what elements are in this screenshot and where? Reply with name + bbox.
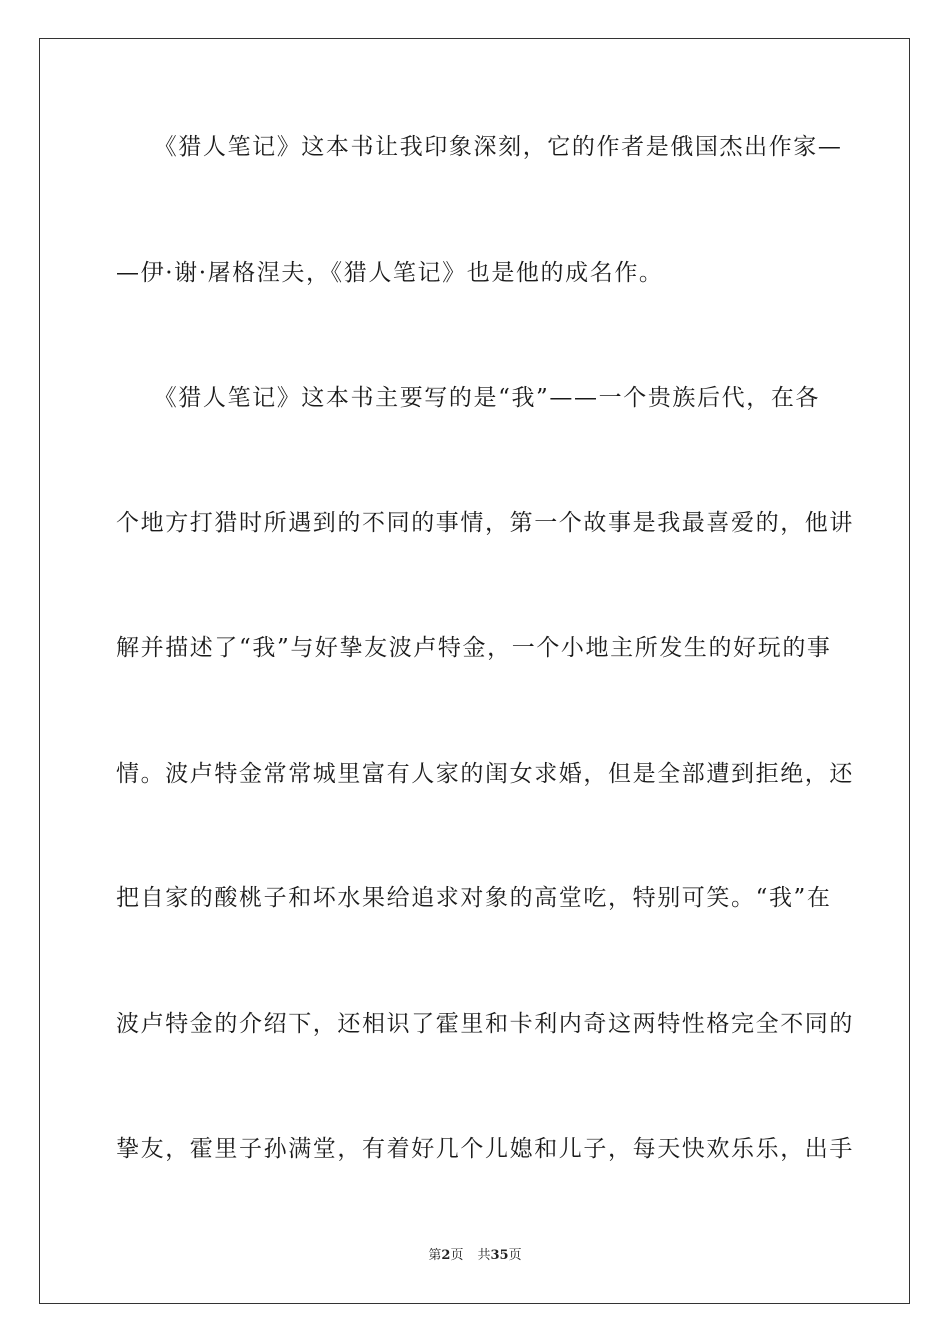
- paragraph-2-line-3: 解并描述了“我”与好挚友波卢特金，一个小地主所发生的好玩的事: [116, 635, 832, 661]
- total-pages: 35: [490, 1248, 509, 1263]
- page-suffix: 页: [450, 1248, 464, 1263]
- page-number: 2: [441, 1248, 451, 1263]
- paragraph-2-line-4: 情。波卢特金常常城里富有人家的闺女求婚，但是全部遭到拒绝，还: [116, 761, 854, 787]
- paragraph-2-line-7: 挚友，霍里子孙满堂，有着好几个儿媳和儿子，每天快欢乐乐，出手: [116, 1136, 854, 1162]
- paragraph-1-line-2: —伊·谢·屠格涅夫，《猎人笔记》也是他的成名作。: [116, 260, 664, 286]
- page-footer: [0, 1247, 950, 1265]
- paragraph-2-line-6: 波卢特金的介绍下，还相识了霍里和卡利内奇这两特性格完全不同的: [116, 1011, 854, 1037]
- paragraph-2-line-5: 把自家的酸桃子和坏水果给追求对象的高堂吃，特别可笑。“我”在: [116, 885, 832, 911]
- total-prefix: 共: [477, 1248, 491, 1263]
- page-prefix: 第: [428, 1248, 442, 1263]
- page-border: [39, 38, 910, 1304]
- total-suffix: 页: [508, 1248, 522, 1263]
- paragraph-2-line-1: 《猎人笔记》这本书主要写的是“我”——一个贵族后代，在各: [116, 385, 821, 411]
- paragraph-1-line-1: 《猎人笔记》这本书让我印象深刻，它的作者是俄国杰出作家—: [116, 134, 843, 160]
- paragraph-2-line-2: 个地方打猎时所遇到的不同的事情，第一个故事是我最喜爱的，他讲: [116, 510, 854, 536]
